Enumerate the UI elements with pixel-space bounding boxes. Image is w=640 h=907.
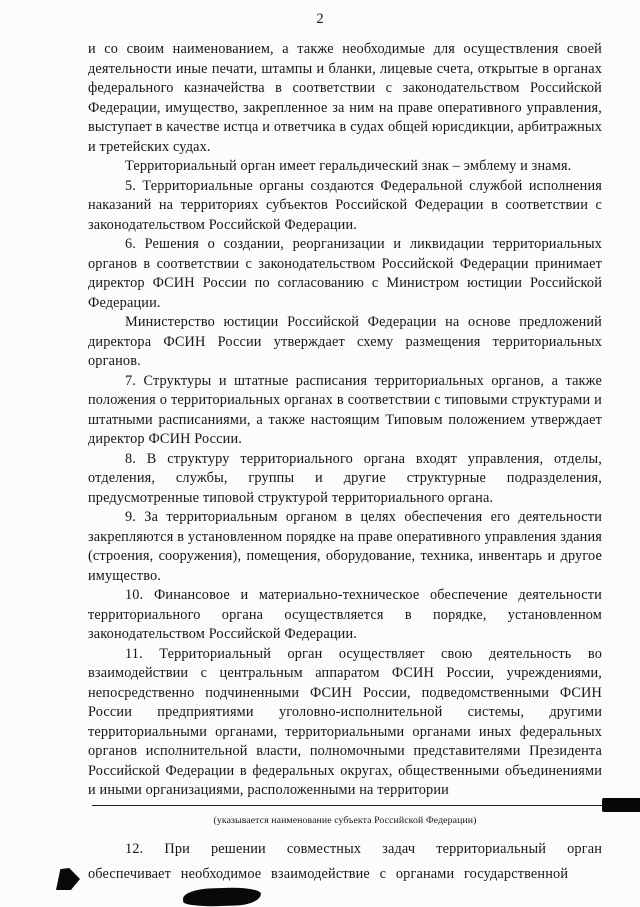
para-heraldic-sign: Территориальный орган имеет геральдический знак – эмблему и знамя. [125, 158, 572, 174]
fill-in-caption: (указывается наименование субъекта Российской Федерации) [213, 814, 477, 826]
para-item-5: 5. Территориальные органы создаются Федеральной службой исполнения наказаний на территориях субъектов Российской Федерации в соответствии с законодательством Российской Федерации. [88, 177, 602, 233]
fill-in-line-row [88, 804, 602, 809]
para-item-9: 9. За территориальным органом в целях обеспечения его деятельности закрепляются в установленном порядке на праве оперативного управления здания (строения, сооружения), помещения, оборудование, техника, инвентарь и другое имущество. [88, 509, 602, 584]
scan-artifact-bottom-left [56, 868, 80, 890]
para-item-6: 6. Решения о создании, реорганизации и ликвидации территориальных органов в соответствии с законодательством Российской Федерации принимает директор ФСИН России по согласованию с Министром юстиции Российской Федерации. [88, 236, 602, 311]
document-body [88, 40, 602, 886]
fill-in-underline [92, 805, 614, 806]
para-item-11: 11. Территориальный орган осуществляет свою деятельность во взаимодействии с центральным аппаратом ФСИН России, учреждениями, непосредственно подчиненными ФСИН России, подведомственными ФСИН России предприятиями уголовно-исполнительной системы, другими территориальными органами, территориальными органами иных федеральных органов исполнительной власти, полномочными представителями Президента Российской Федерации в федеральных округах, общественными объединениями и иными организациями, расположенными на территории [88, 645, 602, 798]
para-item-8: 8. В структуру территориального органа входят управления, отделы, отделения, службы, группы и другие структурные подразделения, предусмотренные типовой структурой территориального органа. [88, 450, 602, 506]
scan-artifact-bottom-smudge [183, 887, 262, 907]
para-item-12: 12. При решении совместных задач территориальный орган обеспечивает необходимое взаимодействие с органами государственной [88, 841, 602, 882]
para-continuation: и со своим наименованием, а также необходимые для осуществления своей деятельности иные печати, штампы и бланки, лицевые счета, открытые в органах федерального казначейства в соответствии с законодательством Российской Федерации, имущество, закрепленное за ним на праве оперативного управления, выступает в качестве истца и ответчика в судах общей юрисдикции, арбитражных и третейских судах. [88, 41, 602, 155]
para-item-10: 10. Финансовое и материально-техническое обеспечение деятельности территориального органа осуществляется в порядке, установленном законодательством Российской Федерации. [88, 587, 602, 642]
para-item-6-note: Министерство юстиции Российской Федерации на основе предложений директора ФСИН России утверждает схему размещения территориальных органов. [88, 314, 602, 369]
page-number: 2 [316, 11, 324, 27]
scan-artifact-right-edge [602, 798, 640, 812]
para-item-7: 7. Структуры и штатные расписания территориальных органов, а также положения о территориальных органах в соответствии с типовыми структурами и штатными расписаниями, а также настоящим Типовым положением утверждает директор ФСИН России. [88, 372, 602, 447]
